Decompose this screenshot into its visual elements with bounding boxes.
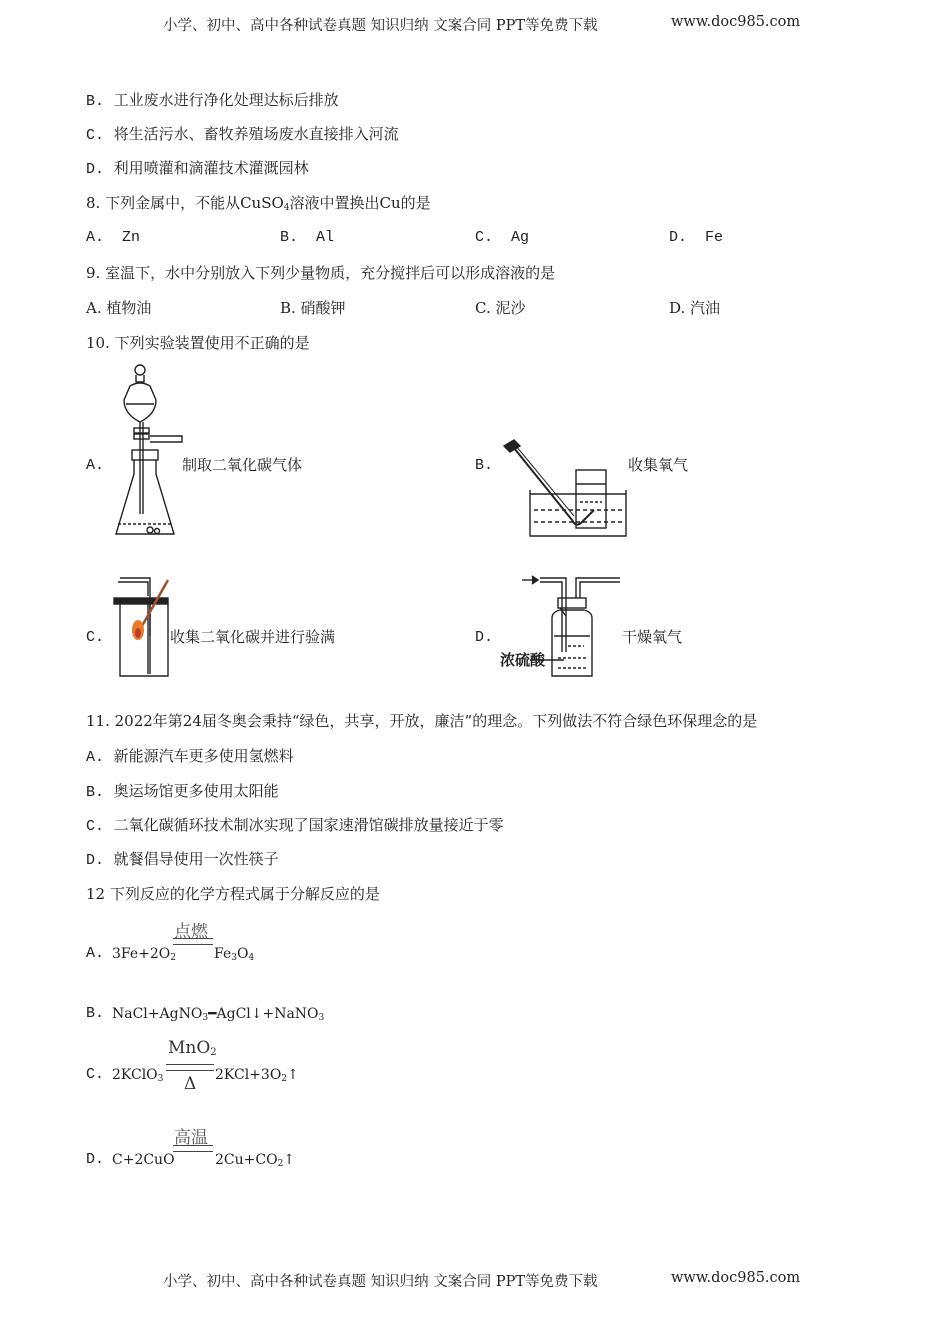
q11-stem: 11. 2022年第24届冬奥会秉持“绿色，共享，开放，廉洁”的理念。下列做法不符合绿色环保理念的是 (86, 712, 758, 730)
q8-option-d: D. Fe (669, 229, 724, 246)
q12-d-condition: 高温 (174, 1128, 208, 1148)
q12-d-lhs: C+2CuO (112, 1152, 175, 1168)
q11-option-a: A. 新能源汽车更多使用氢燃料 (86, 747, 294, 766)
q12-stem: 12 下列反应的化学方程式属于分解反应的是 (86, 885, 380, 903)
q10-c-caption: 收集二氧化碳并进行验满 (170, 628, 336, 646)
q12-b-label: B. (86, 1005, 105, 1022)
apparatus-flask-funnel-icon (110, 364, 190, 544)
q8-option-b: B. Al (280, 229, 335, 246)
q7-option-b: B. 工业废水进行净化处理达标后排放 (86, 91, 339, 110)
q12-c-lhs: 2KClO$_3$ (112, 1067, 164, 1084)
q8-option-c: C. Ag (475, 229, 530, 246)
q11-option-c: C. 二氧化碳循环技术制冰实现了国家速滑馆碳排放量接近于零 (86, 816, 504, 835)
q12-c-equals-sign (166, 1064, 214, 1071)
q10-d-caption: 干燥氧气 (622, 628, 683, 646)
q10-stem: 10. 下列实验装置使用不正确的是 (86, 334, 310, 352)
header-slogan: 小学、初中、高中各种试卷真题 知识归纳 文案合同 PPT等免费下载 (163, 18, 598, 34)
q9-stem: 9. 室温下，水中分别放入下列少量物质，充分搅拌后可以形成溶液的是 (86, 264, 556, 282)
q12-c-catalyst: MnO$_2$ (168, 1038, 217, 1058)
q8-option-a: A. Zn (86, 229, 141, 246)
q12-d-label: D. (86, 1151, 105, 1168)
q12-d-equals-sign (173, 1145, 213, 1152)
q7-option-c: C. 将生活污水、畜牧养殖场废水直接排入河流 (86, 125, 399, 144)
q9-option-c: C. 泥沙 (475, 299, 526, 317)
q12-a-lhs: $3Fe+2O_2$ (112, 946, 176, 963)
q10-c-label: C. (86, 629, 105, 646)
q12-d-rhs: $2Cu+CO_2↑$ (215, 1152, 296, 1169)
q12-a-condition: 点燃 (174, 922, 208, 942)
q12-c-label: C. (86, 1066, 105, 1083)
q10-a-caption: 制取二氧化碳气体 (182, 456, 303, 474)
q9-option-a: A. 植物油 (86, 299, 152, 317)
q11-option-b: B. 奥运场馆更多使用太阳能 (86, 782, 279, 801)
q12-a-equals-sign (173, 938, 213, 945)
q10-d-reagent-label: 浓硫酸 (500, 651, 546, 669)
q9-option-b: B. 硝酸钾 (280, 299, 346, 317)
footer-slogan: 小学、初中、高中各种试卷真题 知识归纳 文案合同 PPT等免费下载 (163, 1274, 598, 1290)
q10-a-label: A. (86, 457, 105, 474)
q12-a-rhs: $Fe_3O_4$ (214, 946, 255, 963)
q7-option-d: D. 利用喷灌和滴灌技术灌溉园林 (86, 159, 309, 178)
footer-site-link[interactable]: www.doc985.com (671, 1270, 801, 1286)
q8-stem: 8. 下列金属中，不能从CuSO$_4$溶液中置换出Cu的是 (86, 194, 431, 213)
header-site-link[interactable]: www.doc985.com (671, 14, 801, 30)
q12-b-equation: NaCl+AgNO$_3$━AgCl↓+NaNO$_3$ (112, 1006, 325, 1023)
q12-a-label: A. (86, 945, 105, 962)
q10-b-caption: 收集氧气 (628, 456, 689, 474)
apparatus-water-trough-icon (500, 436, 630, 544)
q11-option-d: D. 就餐倡导使用一次性筷子 (86, 850, 279, 869)
q12-c-rhs: $2KCl+3O_2↑$ (215, 1067, 299, 1084)
q10-d-label: D. (475, 629, 494, 646)
q9-option-d: D. 汽油 (669, 299, 721, 317)
q12-c-heat-symbol: Δ (184, 1074, 197, 1094)
q10-b-label: B. (475, 457, 494, 474)
